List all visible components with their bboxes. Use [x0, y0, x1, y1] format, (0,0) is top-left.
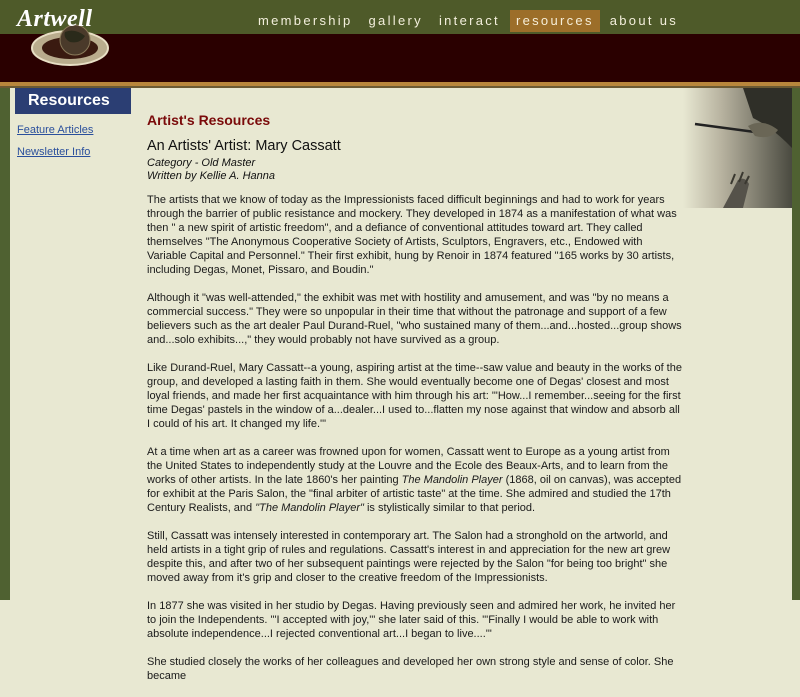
article-byline: Written by Kellie A. Hanna — [147, 170, 275, 182]
article-paragraph-4 — [147, 445, 683, 515]
nav-about-us[interactable]: about us — [609, 13, 679, 28]
right-border-bar — [792, 88, 800, 600]
nav-gallery[interactable]: gallery — [368, 13, 423, 28]
article-paragraph-3: Like Durand-Ruel, Mary Cassatt--a young, aspiring artist at the time--saw value and beauty in the works of the group, and developed a lasting faith in them. She would eventually become one of Degas' closest and most loyal friends, and made her first acquaintance with him through his art: "'How...I remember...seeing for the first time Degas' pastels in the window of a...dealer...I used to...flatten my nose against that window and absorb all I could of his art. It changed my life.'" — [147, 362, 682, 430]
article-paragraph-2: Although it "was well-attended," the exhibit was met with hostility and amusement, and was "by no means a commercial success." They were so unpopular in their time that without the patronage and support of a few believers such as the art dealer Paul Durand-Ruel, "who sustained many of them...and...hosted...group shows and...solo exhibits...," they would probably not have survived as a group. — [147, 292, 682, 346]
paragraph-4-text-c: is stylistically similar to that period. — [363, 502, 536, 514]
paragraph-4-text-b: (1868, oil on canvas), was accepted for exhibit at the Paris Salon, the "final arbiter of artistic taste" at the time. She admired and studied the 17th Century Realists, and — [147, 474, 682, 514]
paragraph-4-text-a: At a time when art as a career was frowned upon for women, Cassatt went to Europe as a young artist from the United States to independently study at the Louvre and the Ecole des Beaux-Arts, and to learn from the works of other artists. In the late 1860's her painting — [147, 446, 670, 486]
article-paragraph-1: The artists that we know of today as the Impressionists faced difficult beginnings and had to work for years through the barrier of public resistance and mockery. They developed in 1874 as a manifestation of what was then " a new spirit of artistic freedom", and a defiance of conventional attitudes toward art. They called themselves "The Anonymous Cooperative Society of Artists, Sculptors, Engravers, etc., Endowed with Variable Capital and Personnel." Their first exhibit, hung by Renoir in 1874 featured "165 works by 30 artists, including Degas, Monet, Pissaro, and Boudin." — [147, 194, 677, 276]
sidebar-links — [17, 124, 93, 168]
section-title: Artist's Resources — [147, 112, 271, 128]
nav-membership[interactable]: membership — [258, 13, 353, 28]
site-header — [0, 0, 800, 82]
nav-interact[interactable]: interact — [438, 13, 500, 28]
logo-text[interactable]: Artwell — [17, 6, 93, 32]
sidebar-link-newsletter-info[interactable]: Newsletter Info — [17, 146, 91, 158]
nav-resources[interactable]: resources — [510, 10, 600, 32]
article-title: An Artists' Artist: Mary Cassatt — [147, 138, 341, 154]
artist-painting-photo — [683, 88, 792, 208]
article-paragraph-6: In 1877 she was visited in her studio by Degas. Having previously seen and admired her work, he invited her to join the Independents. "'I accepted with joy,'" she later said of this. "'Finally I would be able to work with absolute independence...I rejected conventional art...I began to live....'" — [147, 600, 676, 640]
article-category: Category - Old Master — [147, 157, 256, 169]
sidebar-link-feature-articles[interactable]: Feature Articles — [17, 124, 94, 136]
article-paragraph-5: Still, Cassatt was intensely interested in contemporary art. The Salon had a stronghold on the artworld, and held artists in a tight grip of rules and regulations. Cassatt's interest in and appreciation for the new art grew despite this, and after two of her subsequent paintings were rejected by the Salon "for being too bright" she moved away from it's grip and closer to the creative freedom of the Impressionists. — [147, 530, 671, 584]
left-border-bar — [0, 88, 10, 600]
article-paragraph-7: She studied closely the works of her colleagues and developed her own strong style and sense of color. She became — [147, 656, 674, 682]
paragraph-4-title-2: "The Mandolin Player" — [255, 502, 364, 514]
sidebar-title: Resources — [15, 88, 131, 114]
main-nav — [252, 10, 688, 32]
main-content — [147, 112, 683, 697]
paragraph-4-title-1: The Mandolin Player — [401, 474, 503, 486]
